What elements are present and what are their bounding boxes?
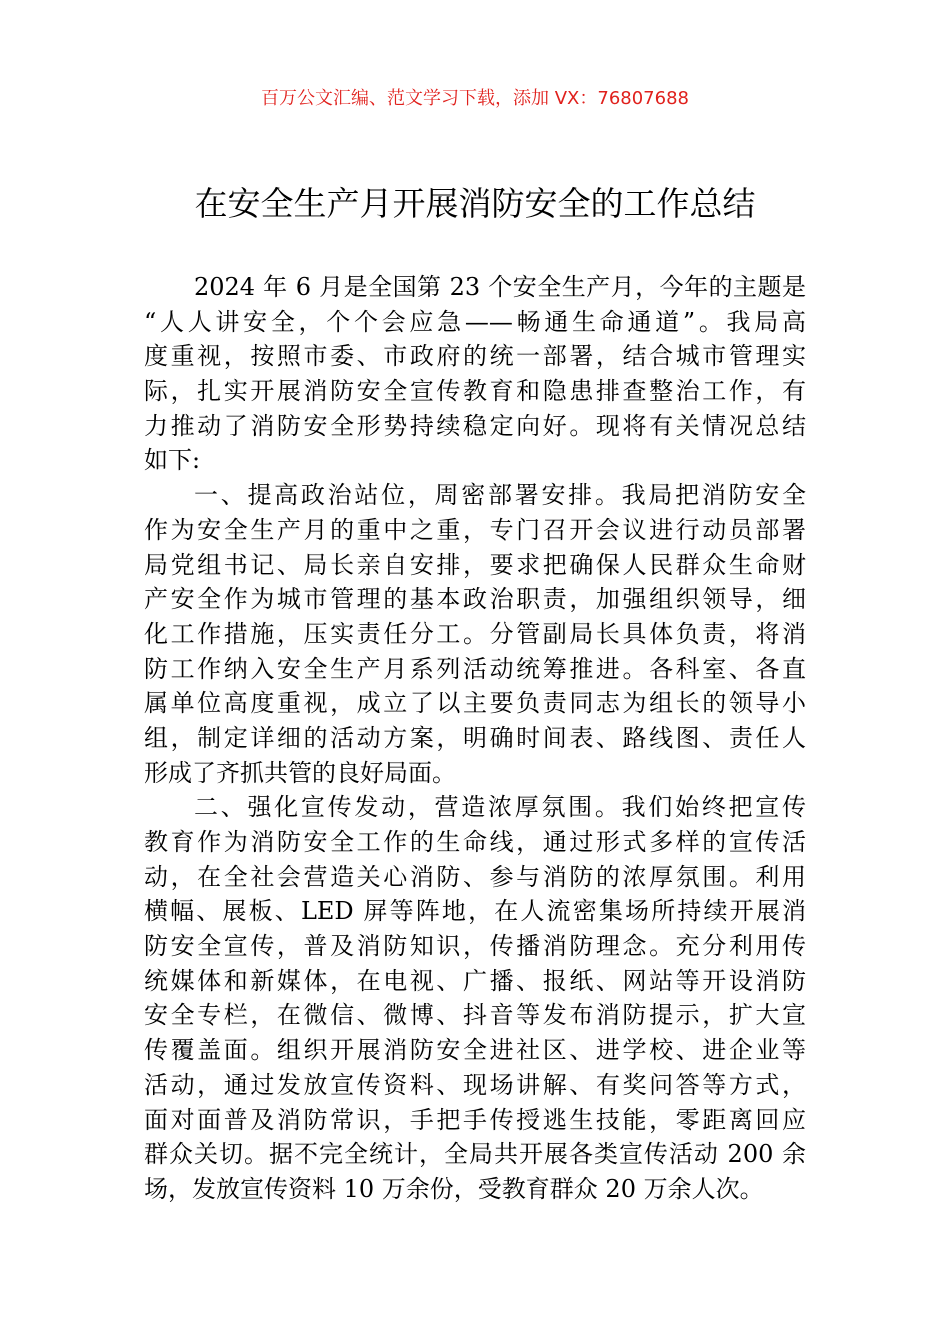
- text-line: 产安全作为城市管理的基本政治职责，加强组织领导，细: [144, 585, 806, 614]
- text-line: 际，扎实开展消防安全宣传教育和隐患排查整治工作，有: [144, 377, 806, 406]
- text-line: 防安全宣传，普及消防知识，传播消防理念。充分利用传: [144, 932, 806, 961]
- text-line: 群众关切。据不完全统计，全局共开展各类宣传活动 200 余: [144, 1140, 806, 1169]
- text-line: 场，发放宣传资料 10 万余份，受教育群众 20 万余人次。: [144, 1174, 764, 1203]
- text-line: 作为安全生产月的重中之重，专门召开会议进行动员部署: [144, 515, 806, 544]
- paragraph: [144, 478, 806, 790]
- text-line: 形成了齐抓共管的良好局面。: [144, 758, 456, 787]
- document-body: [144, 270, 806, 1207]
- text-line: 组，制定详细的活动方案，明确时间表、路线图、责任人: [144, 723, 806, 752]
- text-line: 面对面普及消防常识，手把手传授逃生技能，零距离回应: [144, 1105, 806, 1134]
- text-line: 传覆盖面。组织开展消防安全进社区、进学校、进企业等: [144, 1036, 806, 1065]
- paragraph: [144, 790, 806, 1206]
- text-line: “人人讲安全，个个会应急——畅通生命通道”。我局高: [144, 307, 806, 336]
- paragraph: [144, 270, 806, 478]
- watermark-banner: 百万公文汇编、范文学习下载，添加 VX：76807688: [261, 88, 689, 109]
- text-line: 统媒体和新媒体，在电视、广播、报纸、网站等开设消防: [144, 966, 806, 995]
- text-line: 一、提高政治站位，周密部署安排。我局把消防安全: [194, 481, 806, 510]
- text-line: 2024 年 6 月是全国第 23 个安全生产月，今年的主题是: [194, 273, 806, 301]
- text-line: 活动，通过发放宣传资料、现场讲解、有奖问答等方式，: [144, 1070, 806, 1099]
- text-line: 力推动了消防安全形势持续稳定向好。现将有关情况总结: [144, 411, 806, 440]
- text-line: 横幅、展板、LED 屏等阵地，在人流密集场所持续开展消: [144, 897, 806, 926]
- text-line: 局党组书记、局长亲自安排，要求把确保人民群众生命财: [144, 550, 806, 579]
- text-line: 属单位高度重视，成立了以主要负责同志为组长的领导小: [144, 689, 806, 718]
- text-line: 安全专栏，在微信、微博、抖音等发布消防提示，扩大宣: [144, 1001, 806, 1030]
- text-line: 如下:: [144, 446, 201, 475]
- text-line: 动，在全社会营造关心消防、参与消防的浓厚氛围。利用: [144, 862, 806, 891]
- text-line: 教育作为消防安全工作的生命线，通过形式多样的宣传活: [144, 828, 806, 856]
- document-title: 在安全生产月开展消防安全的工作总结: [194, 184, 756, 223]
- text-line: 二、强化宣传发动，营造浓厚氛围。我们始终把宣传: [194, 793, 806, 822]
- text-line: 化工作措施，压实责任分工。分管副局长具体负责，将消: [144, 619, 806, 648]
- text-line: 防工作纳入安全生产月系列活动统筹推进。各科室、各直: [144, 654, 806, 683]
- text-line: 度重视，按照市委、市政府的统一部署，结合城市管理实: [144, 342, 806, 371]
